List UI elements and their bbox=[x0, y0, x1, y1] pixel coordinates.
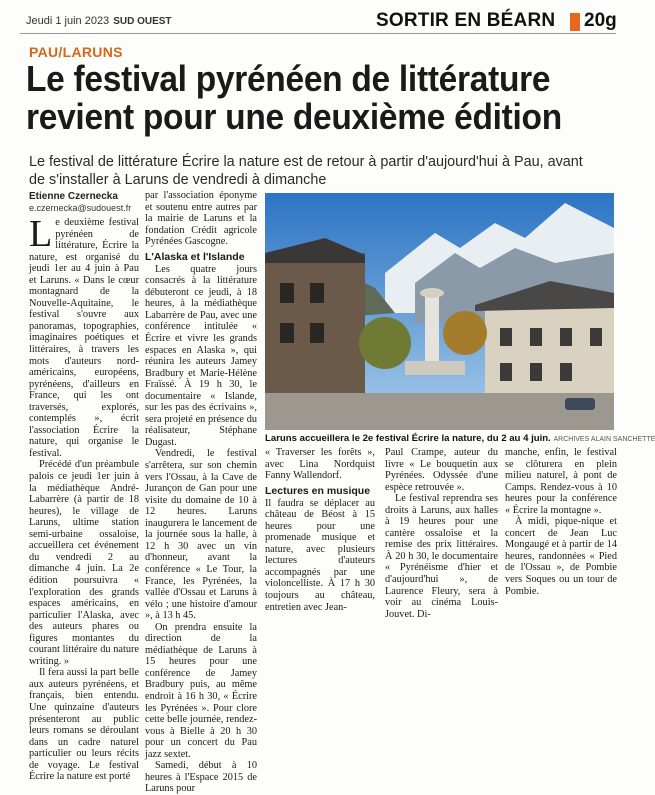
text-column-4 bbox=[385, 447, 498, 620]
paragraph: Il faudra se déplacer au château de Béost à 15 heures pour une promenade musique et nature, avec plusieurs lectures d'auteurs accompagnés par une violoncelliste. À 17 h 30 toujours au château, entretien avec Jean- bbox=[265, 497, 375, 613]
article-standfirst: Le festival de littérature Écrire la nature est de retour à partir d'aujourd'hui à Pau, avant de s'installer à Laruns de vendredi à dimanche bbox=[29, 153, 583, 188]
paragraph: Précédé d'un préambule palois ce jeudi 1er juin à la médiathèque André-Labarrère (à partir de 18 heures), le village de Laruns, ultime station semi-urbaine ossaloise, accueillera cet événement du vendredi 2 au dimanche 4 juin. La 2e édition poursuivra « l'exploration des grands espaces américains, en particulier l'Alaska, avec des auteurs phares ou figures montantes du courant littéraire du nature writing. » bbox=[29, 459, 139, 667]
text-column-3 bbox=[265, 447, 375, 613]
author-name: Etienne Czernecka bbox=[29, 191, 118, 202]
page-number: 20g bbox=[584, 10, 617, 31]
text-column-5 bbox=[505, 447, 617, 597]
paragraph: Samedi, début à 10 heures à l'Espace 2015 de Laruns pour bbox=[145, 760, 257, 795]
paragraph: Le festival reprendra ses droits à Laruns, aux halles à 19 heures pour une cantère ossaloise et la remise des prix littéraires. À 20 h 30, le documentaire « Pyrénéisme d'hier et d'aujourd'hui », de Laurence Fleury, sera à voir au cinéma Louis-Jouvet. Di- bbox=[385, 493, 498, 620]
issue-date: Jeudi 1 juin 2023 SUD OUEST bbox=[26, 15, 172, 27]
paragraph: manche, enfin, le festival se clôturera en plein milieu naturel, à pont de Camps. Rendez-vous à 10 heures pour la conférence « Écrire la montagne ». bbox=[505, 447, 617, 516]
photo-illustration bbox=[265, 193, 614, 430]
paragraph: Les quatre jours consacrés à la littérature débuteront ce jeudi, à 18 heures, à la médiathèque Labarrère de Pau, avec une conférence intitulée « Écrire et vivre les grands espaces en Alaska », qui réunira les auteurs Jamey Bradbury et Marie-Hélène Fraïssé. À 19 h 30, le documentaire « Islande, sur les pas des écrivains », sera projeté en présence du réalisateur, Stéphane Dugast. bbox=[145, 263, 257, 448]
page-header bbox=[0, 0, 640, 34]
subheading-lectures: Lectures en musique bbox=[265, 484, 371, 497]
paragraph: On prendra ensuite la direction de la médiathèque de Laruns à 15 heures pour une conférence de Jamey Bradbury puis, au même endroit à 16 h 30, « Écrire les Pyrénées ». Pour clore cette belle journée, rendez-vous à Bielle à 20 h 30 pour un concert du Pau jazz sextet. bbox=[145, 621, 257, 760]
headline-line-1: Le festival pyrénéen de littérature bbox=[26, 58, 551, 99]
article-kicker: PAU/LARUNS bbox=[29, 44, 123, 60]
text-column-1 bbox=[29, 213, 139, 783]
headline-line-2: revient pour une deuxième édition bbox=[26, 96, 562, 137]
section-rubric: SORTIR EN BÉARN bbox=[376, 10, 556, 31]
paragraph: « Traverser les forêts », avec Lina Nordquist Fanny Wallendorf. bbox=[265, 447, 375, 482]
paragraph: À midi, pique-nique et concert de Jean Luc Mongaugé et à partir de 14 heures, randonnées « Pied de l'Ossau », de Pombie vers Soques ou un tour de Pombie. bbox=[505, 516, 617, 597]
paragraph: Paul Crampe, auteur du livre « Le bouquetin aux Pyrénées. Odyssée d'une espèce retrouvée ». bbox=[385, 447, 498, 493]
newspaper-brand: SUD OUEST bbox=[113, 16, 172, 27]
text-column-2 bbox=[145, 190, 257, 795]
photo-credit: ARCHIVES ALAIN SANCHETTE bbox=[553, 436, 655, 443]
article-headline bbox=[26, 60, 584, 136]
subheading-alaska: L'Alaska et l'Islande bbox=[145, 250, 245, 263]
paragraph: Le deuxième festival pyrénéen de littérature, Écrire la nature, est organisé du jeudi 1er au 4 juin à Pau et Laruns. « Dans le cœur montagnard de la Nouvelle-Aquitaine, le festival s'ouvre aux panoramas, topographies, imaginaires poétiques et littéraires, à travers les mots d'auteurs nord-américains, européens, pyrénéens, d'ailleurs en France, qui les ont traversés, explorés, contemplés », écrit l'association Écrire la nature, qui organise le festival. bbox=[29, 213, 139, 459]
drop-cap: L bbox=[29, 213, 53, 255]
header-rule bbox=[20, 33, 616, 34]
author-email[interactable]: e.czernecka@sudouest.fr bbox=[29, 203, 132, 213]
paragraph: Vendredi, le festival s'arrêtera, sur son chemin vers l'Ossau, à la Cave de Jurançon de Gan pour une visite du domaine de 10 à 12 heures. Laruns inaugurera le lancement de la journée sous la halle, à 12 h 30 avec un vin d'honneur, avant la conférence « Le Tour, la France, les Pyrénées, la vallée d'Ossau et Laruns à vélo ; une histoire d'amour », à 13 h 45. bbox=[145, 448, 257, 622]
paragraph: par l'association éponyme et soutenu entre autres par la mairie de Laruns et la fondation Crédit agricole Pyrénées Gascogne. bbox=[145, 190, 257, 248]
paragraph: Il fera aussi la part belle aux auteurs pyrénéens, et français, bien entendu. Une quinzaine d'auteurs présenteront au public leurs romans se déroulant dans un cadre naturel particulier ou leurs récits de voyage. Le festival Écrire la nature est porté bbox=[29, 667, 139, 783]
section-color-mark bbox=[570, 13, 580, 31]
village-photo bbox=[265, 193, 614, 430]
photo-caption: Laruns accueillera le 2e festival Écrire la nature, du 2 au 4 juin. ARCHIVES ALAIN SANCHETTE bbox=[265, 433, 655, 444]
